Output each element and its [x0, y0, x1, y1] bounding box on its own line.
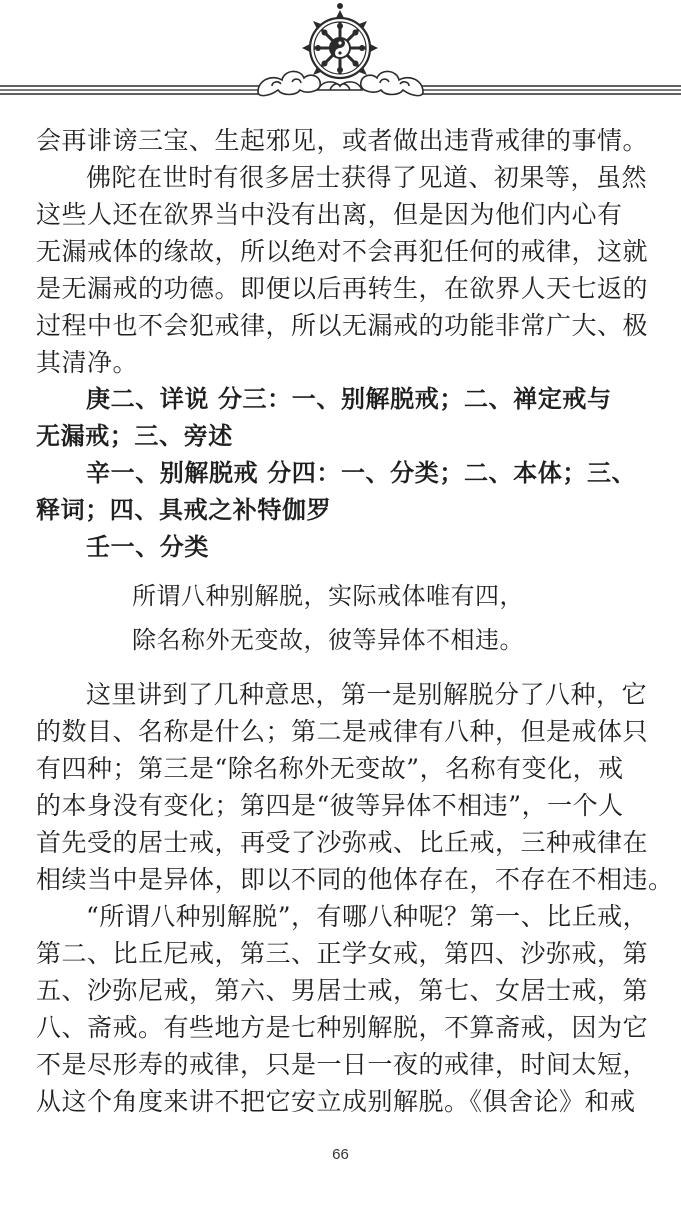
body-line: “所谓八种别解脱”，有哪八种呢？第一、比丘戒，: [86, 902, 649, 931]
body-line: 从这个角度来讲不把它安立成别解脱。《俱舍论》和戒: [36, 1087, 636, 1116]
body-line: 相续当中是异体，即以不同的他体存在，不存在不相违。: [36, 865, 674, 894]
header-ornament: [0, 0, 681, 110]
spacer: [36, 662, 646, 676]
body-line: 的数目、名称是什么；第二是戒律有八种，但是戒体只: [36, 717, 649, 746]
body-line: 佛陀在世时有很多居士获得了见道、初果等，虽然: [86, 163, 648, 192]
dharma-wheel-icon: [302, 10, 378, 78]
document-body: [36, 122, 674, 1120]
header-rule-right: [419, 86, 681, 94]
body-line: 无漏戒体的缘故，所以绝对不会再犯任何的戒律，这就: [36, 237, 649, 266]
section-heading: 释词；四、具戒之补特伽罗: [36, 496, 332, 524]
section-heading: 辛一、别解脱戒 分四：一、分类；二、本体；三、: [86, 459, 637, 487]
body-line: 其清净。: [36, 348, 139, 377]
cloud-right-icon: [361, 71, 423, 95]
body-line: 有四种；第三是“除名称外无变故”，名称有变化，戒: [36, 754, 624, 783]
spacer: [36, 566, 646, 574]
body-line: 的本身没有变化；第四是“彼等异体不相违”，一个人: [36, 791, 624, 820]
lotus-base-icon: [318, 82, 362, 90]
section-heading: 壬一、分类: [86, 533, 209, 561]
body-line: 首先受的居士戒，再受了沙弥戒、比丘戒，三种戒律在: [36, 828, 649, 857]
page-number: 66: [332, 1146, 349, 1163]
section-heading: 庚二、详说 分三：一、别解脱戒；二、禅定戒与: [86, 385, 612, 413]
verse-line: 所谓八种别解脱，实际戒体唯有四，: [132, 582, 524, 610]
body-line: 第二、比丘尼戒，第三、正学女戒，第四、沙弥戒，第: [36, 939, 649, 968]
body-line: 八、斋戒。有些地方是七种别解脱，不算斋戒，因为它: [36, 1013, 649, 1042]
body-line: 过程中也不会犯戒律，所以无漏戒的功能非常广大、极: [36, 311, 649, 340]
finial-icon: [337, 3, 343, 9]
body-line: 会再诽谤三宝、生起邪见，或者做出违背戒律的事情。: [36, 126, 649, 155]
body-line: 这里讲到了几种意思，第一是别解脱分了八种，它: [86, 680, 648, 709]
body-line: 这些人还在欲界当中没有出离，但是因为他们内心有: [36, 200, 623, 229]
body-line: 五、沙弥尼戒，第六、男居士戒，第七、女居士戒，第: [36, 976, 649, 1005]
body-line: 是无漏戒的功德。即便以后再转生，在欲界人天七返的: [36, 274, 649, 303]
verse-line: 除名称外无变故，彼等异体不相违。: [132, 626, 524, 654]
section-heading: 无漏戒；三、旁述: [36, 422, 233, 450]
body-line: 不是尽形寿的戒律，只是一日一夜的戒律，时间太短，: [36, 1050, 649, 1079]
cloud-left-icon: [258, 71, 320, 95]
header-rule-left: [0, 86, 262, 94]
